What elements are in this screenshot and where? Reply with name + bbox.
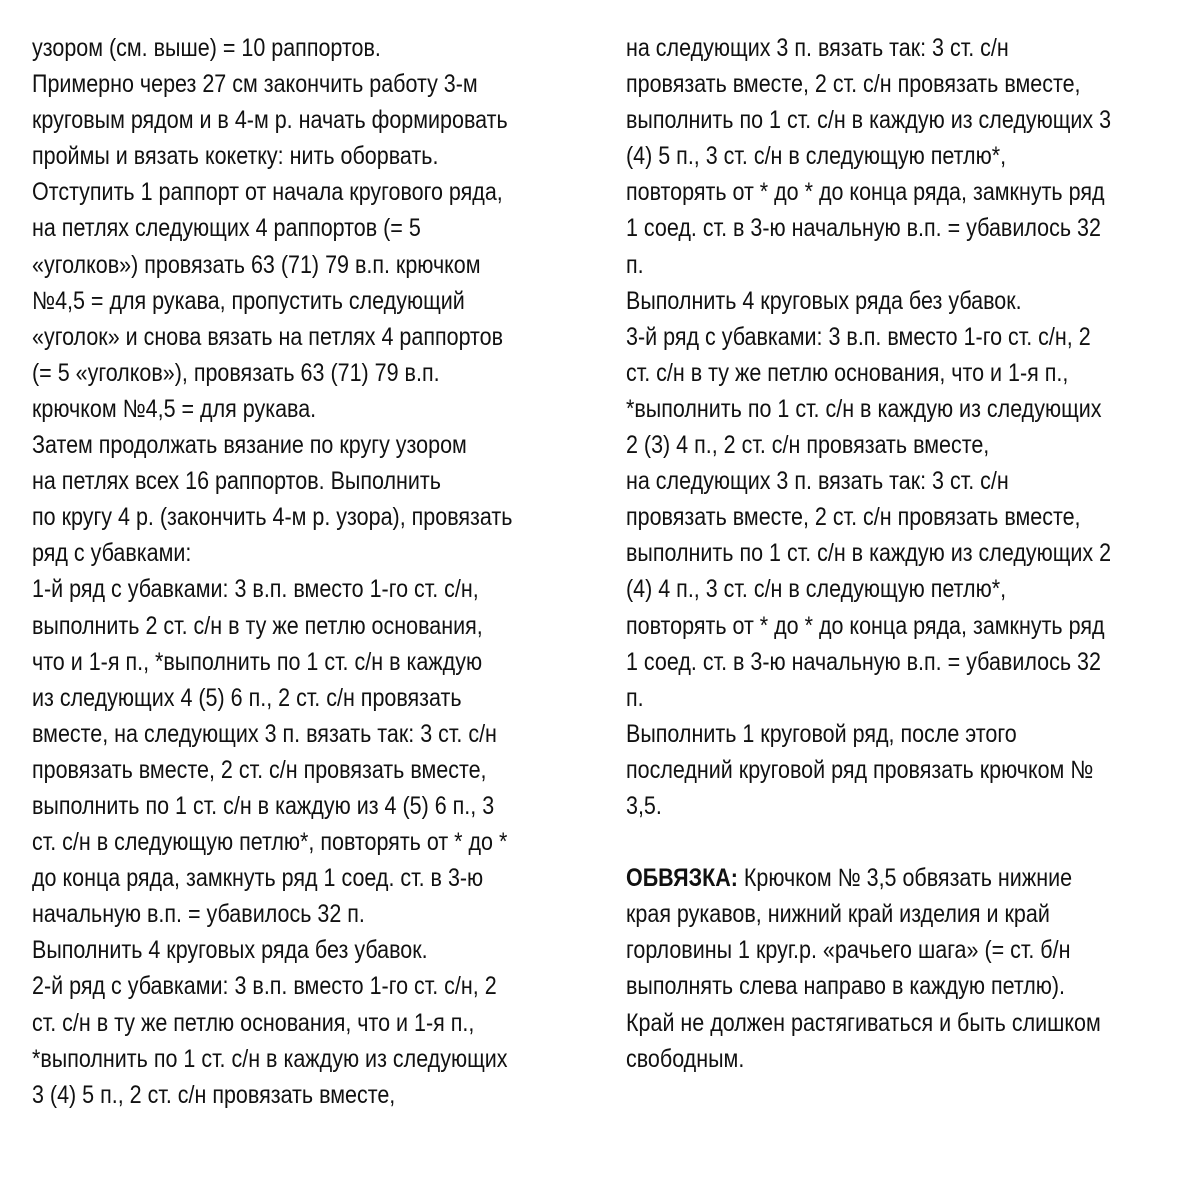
text-line: вместе, на следующих 3 п. вязать так: 3 ст. с/н bbox=[32, 719, 497, 748]
text-line: 1 соед. ст. в 3-ю начальную в.п. = убавилось 32 bbox=[626, 214, 1101, 243]
text-line: п. bbox=[626, 250, 644, 279]
text-line: выполнить 2 ст. с/н в ту же петлю основания, bbox=[32, 611, 483, 640]
text-line: (= 5 «уголков»), провязать 63 (71) 79 в.п. bbox=[32, 358, 440, 387]
text-line: на следующих 3 п. вязать так: 3 ст. с/н bbox=[626, 34, 1009, 62]
text-line: на петлях следующих 4 раппортов (= 5 bbox=[32, 214, 421, 243]
text-line: провязать вместе, 2 ст. с/н провязать вместе, bbox=[626, 70, 1081, 99]
text-line: *выполнить по 1 ст. с/н в каждую из следующих bbox=[32, 1044, 508, 1073]
text-line: 3,5. bbox=[626, 791, 662, 820]
text-line: начальную в.п. = убавилось 32 п. bbox=[32, 900, 365, 929]
text-line: (4) 5 п., 3 ст. с/н в следующую петлю*, bbox=[626, 142, 1007, 171]
right-column bbox=[626, 30, 1194, 1077]
text-line: «уголков») провязать 63 (71) 79 в.п. крючком bbox=[32, 250, 481, 279]
text-line: 1-й ряд с убавками: 3 в.п. вместо 1-го ст. с/н, bbox=[32, 575, 479, 604]
edging-first-line bbox=[626, 860, 1194, 896]
text-line: свободным. bbox=[626, 1044, 745, 1073]
text-line: Выполнить 1 круговой ряд, после этого bbox=[626, 719, 1017, 748]
text-line: п. bbox=[626, 683, 644, 712]
paragraph-gap bbox=[626, 824, 1194, 860]
text-line: повторять от * до * до конца ряда, замкнуть ряд bbox=[626, 611, 1105, 640]
text-line: *выполнить по 1 ст. с/н в каждую из следующих bbox=[626, 394, 1102, 423]
text-line: 3-й ряд с убавками: 3 в.п. вместо 1-го ст. с/н, 2 bbox=[626, 322, 1091, 351]
text-line: последний круговой ряд провязать крючком № bbox=[626, 755, 1094, 784]
left-column bbox=[32, 30, 591, 1113]
text-line: до конца ряда, замкнуть ряд 1 соед. ст. в 3-ю bbox=[32, 864, 484, 893]
edging-first-line-text: Крючком № 3,5 обвязать нижние bbox=[737, 864, 1073, 893]
text-line: выполнить по 1 ст. с/н в каждую из следующих 2 bbox=[626, 539, 1112, 568]
text-line: 3 (4) 5 п., 2 ст. с/н провязать вместе, bbox=[32, 1080, 396, 1109]
text-line: выполнить по 1 ст. с/н в каждую из 4 (5) 6 п., 3 bbox=[32, 791, 495, 820]
edging-heading: ОБВЯЗКА: bbox=[626, 864, 738, 893]
text-line: ст. с/н в следующую петлю*, повторять от * до * bbox=[32, 828, 508, 857]
text-line: по кругу 4 р. (закончить 4-м р. узора), провязать bbox=[32, 503, 513, 532]
text-line: Примерно через 27 см закончить работу 3-м bbox=[32, 70, 478, 99]
text-line: «уголок» и снова вязать на петлях 4 раппортов bbox=[32, 322, 504, 351]
text-line: горловины 1 круг.р. «рачьего шага» (= ст. б/н bbox=[626, 936, 1071, 965]
text-line: узором (см. выше) = 10 раппортов. bbox=[32, 34, 381, 62]
text-line: края рукавов, нижний край изделия и край bbox=[626, 900, 1050, 929]
text-line: провязать вместе, 2 ст. с/н провязать вместе, bbox=[32, 755, 487, 784]
text-line: ст. с/н в ту же петлю основания, что и 1-я п., bbox=[626, 358, 1069, 387]
text-line: проймы и вязать кокетку: нить оборвать. bbox=[32, 142, 439, 171]
text-line: выполнять слева направо в каждую петлю). bbox=[626, 972, 1066, 1001]
text-line: на петлях всех 16 раппортов. Выполнить bbox=[32, 467, 441, 496]
text-line: Край не должен растягиваться и быть слишком bbox=[626, 1008, 1101, 1037]
text-line: из следующих 4 (5) 6 п., 2 ст. с/н провязать bbox=[32, 683, 462, 712]
text-line: Выполнить 4 круговых ряда без убавок. bbox=[626, 286, 1022, 315]
text-line: крючком №4,5 = для рукава. bbox=[32, 394, 317, 423]
text-line: 2-й ряд с убавками: 3 в.п. вместо 1-го ст. с/н, 2 bbox=[32, 972, 497, 1001]
text-line: Отступить 1 раппорт от начала кругового ряда, bbox=[32, 178, 503, 207]
text-line: что и 1-я п., *выполнить по 1 ст. с/н в каждую bbox=[32, 647, 483, 676]
text-line: Затем продолжать вязание по кругу узором bbox=[32, 431, 467, 460]
text-line: круговым рядом и в 4-м р. начать формировать bbox=[32, 106, 508, 135]
text-line: Выполнить 4 круговых ряда без убавок. bbox=[32, 936, 428, 965]
text-line: ст. с/н в ту же петлю основания, что и 1-я п., bbox=[32, 1008, 475, 1037]
text-line: выполнить по 1 ст. с/н в каждую из следующих 3 bbox=[626, 106, 1112, 135]
text-line: (4) 4 п., 3 ст. с/н в следующую петлю*, bbox=[626, 575, 1007, 604]
text-line: 2 (3) 4 п., 2 ст. с/н провязать вместе, bbox=[626, 431, 990, 460]
text-line: на следующих 3 п. вязать так: 3 ст. с/н bbox=[626, 467, 1009, 496]
text-line: ряд с убавками: bbox=[32, 539, 192, 568]
text-line: повторять от * до * до конца ряда, замкнуть ряд bbox=[626, 178, 1105, 207]
text-line: 1 соед. ст. в 3-ю начальную в.п. = убавилось 32 bbox=[626, 647, 1101, 676]
text-line: №4,5 = для рукава, пропустить следующий bbox=[32, 286, 465, 315]
text-line: провязать вместе, 2 ст. с/н провязать вместе, bbox=[626, 503, 1081, 532]
